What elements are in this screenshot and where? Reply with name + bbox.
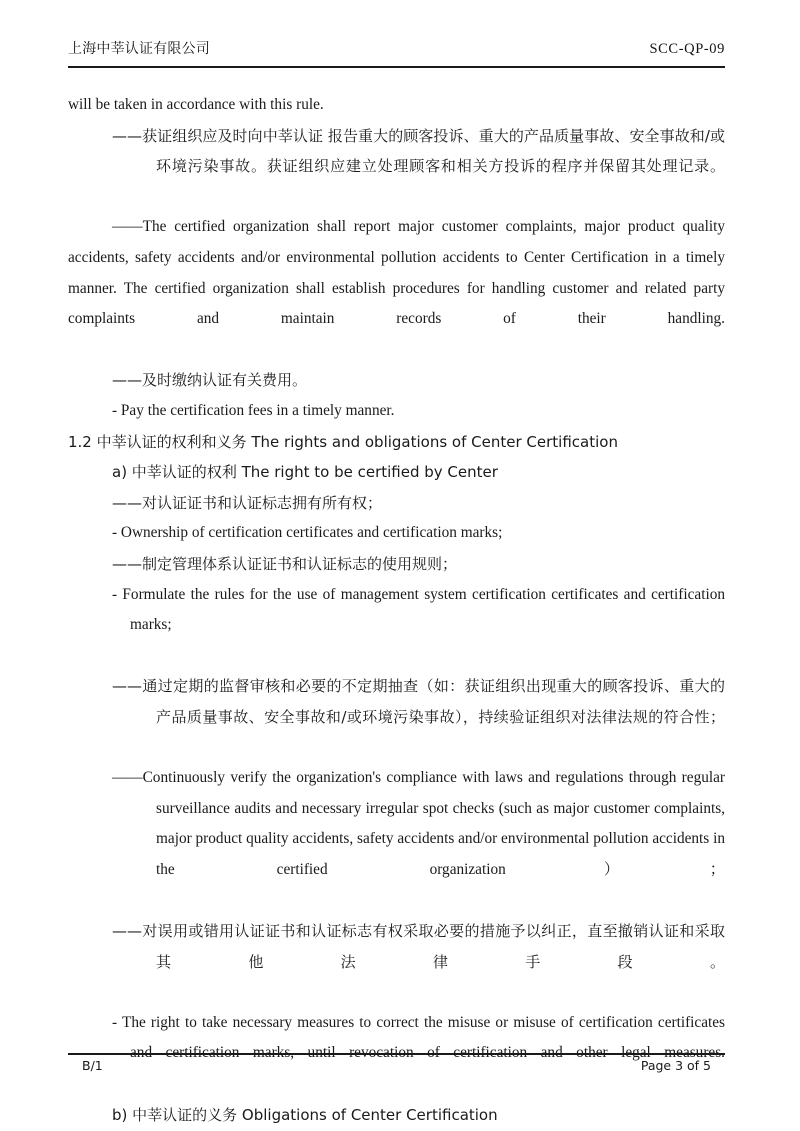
paragraph-cn-rules-use: ——制定管理体系认证证书和认证标志的使用规则；: [112, 554, 458, 573]
paragraph-en-misuse: - The right to take necessary measures to correct the misuse or misuse of certification certificates and certification marks, until revocation of certification and other legal measures.: [112, 1013, 725, 1062]
paragraph-en-rules-use: - Formulate the rules for the use of management system certification certificates and certification marks;: [112, 585, 725, 634]
paragraph-continuation: will be taken in accordance with this rule.: [68, 96, 324, 113]
paragraph-cn-misuse: ——对误用或错用认证证书和认证标志有权采取必要的措施予以纠正，直至撤销认证和采取其他法律手段。: [112, 922, 725, 971]
paragraph-cn-pay-fees: ——及时缴纳认证有关费用。: [112, 371, 308, 390]
paragraph-en-report-major: ——The certified organization shall report major customer complaints, major product quality accidents, safety accidents and/or environmental pollution accidents to Center Certification in a timely manner. The certified organization shall establish procedures for handling customer and related party complaints and maintain records of their handling.: [68, 218, 725, 328]
footer-page-number: Page 3 of 5: [640, 1058, 711, 1073]
header-company-name: 上海中莘认证有限公司: [68, 40, 210, 57]
list-item-a: a) 中莘认证的权利 The right to be certified by Center: [112, 463, 498, 482]
footer-revision: B/1: [82, 1058, 103, 1073]
paragraph-en-surveillance: ——Continuously verify the organization's compliance with laws and regulations through regular surveillance audits and necessary irregular spot checks (such as major customer complaints, major product quality accidents, safety accidents and/or environmental pollution accidents in the certified organization）；: [112, 769, 725, 878]
header-divider: [68, 66, 725, 68]
page-header: [68, 40, 725, 58]
heading-section-1-2: 1.2 中莘认证的权利和义务 The rights and obligations of Center Certification: [68, 432, 618, 451]
paragraph-cn-ownership: ——对认证证书和认证标志拥有所有权；: [112, 493, 383, 512]
paragraph-en-pay-fees: - Pay the certification fees in a timely manner.: [112, 401, 395, 419]
header-document-code: SCC-QP-09: [649, 41, 725, 57]
list-item-b: b) 中莘认证的义务 Obligations of Center Certification: [112, 1105, 498, 1124]
paragraph-cn-report-major: ——获证组织应及时向中莘认证 报告重大的顾客投诉、重大的产品质量事故、安全事故和/或环境污染事故。获证组织应建立处理顾客和相关方投诉的程序并保留其处理记录。: [112, 126, 725, 176]
paragraph-en-ownership: - Ownership of certification certificates and certification marks;: [112, 524, 503, 542]
footer-divider: [68, 1053, 725, 1055]
paragraph-cn-surveillance: ——通过定期的监督审核和必要的不定期抽查（如：获证组织出现重大的顾客投诉、重大的产品质量事故、安全事故和/或环境污染事故），持续验证组织对法律法规的符合性；: [112, 677, 725, 726]
document-body: [68, 90, 725, 1130]
page-footer: [68, 1058, 725, 1073]
